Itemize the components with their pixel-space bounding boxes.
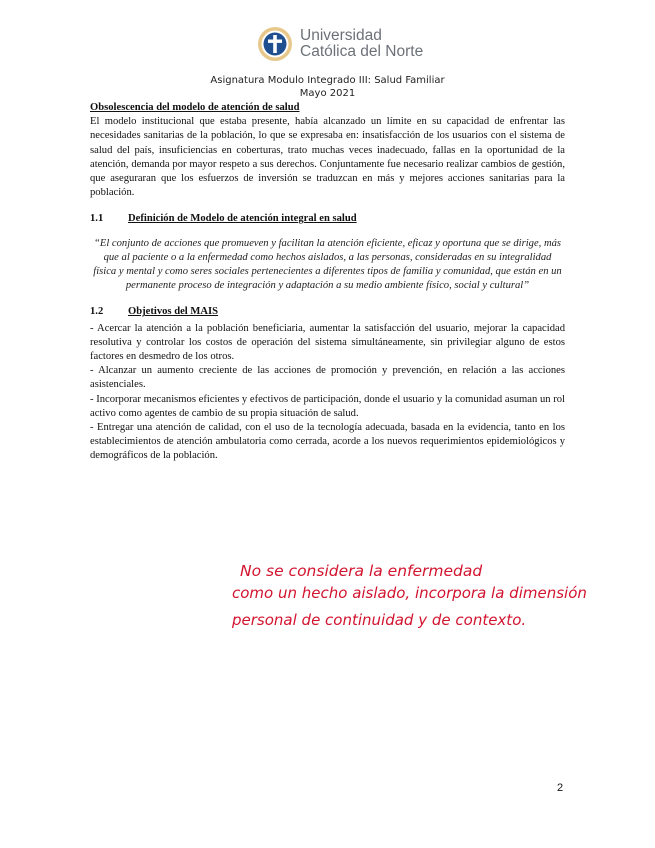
section-heading-definition xyxy=(90,212,565,226)
handwritten-line-3: personal de continuidad y de contexto. xyxy=(232,611,527,629)
handwritten-note-ink xyxy=(231,562,587,629)
page-number: 2 xyxy=(557,782,564,794)
course-heading xyxy=(0,74,655,100)
course-date: Mayo 2021 xyxy=(299,88,356,99)
section-number: 1.1 xyxy=(90,213,104,225)
list-item: - Acercar la atención a la población beneficiaria, aumentar la satisfacción del usuario, mejorar la capacidad resolutiva y controlar los costos de operación del sistema simultáneamente, sin privilegiar alguno de estos factores en desmedro de los otros. xyxy=(90,322,565,363)
handwritten-line-2: como un hecho aislado, incorpora la dimensión xyxy=(232,584,587,602)
section-paragraph-obsolescence: El modelo institucional que estaba presente, había alcanzado un límite en su capacidad de enfrentar las necesidades sanitarias de la población, lo que se expresaba en: insatisfacción de los usuarios con el sistema de salud del país, insuficiencias en coberturas, trato muchas veces inadecuado, fallas en la oportunidad de la atención, demanda por mayor respeto a sus derechos. Conjuntamente fue necesario realizar cambios de gestión, que aseguraran que los esfuerzos de inversión se traduzcan en más y mejores acciones sanitarias para la población. xyxy=(90,116,565,199)
university-header xyxy=(0,26,655,66)
section-title: Definición de Modelo de atención integral en salud xyxy=(128,213,357,225)
handwritten-line-1: No se considera la enfermedad xyxy=(240,562,483,580)
definition-quote: “El conjunto de acciones que promueven y facilitan la atención eficiente, eficaz y oportuna que se dirige, más que al paciente o a la enfermedad como hechos aislados, a las personas, consideradas en su integralidad física y mental y como seres sociales pertenecientes a diferentes tipos de familia y comunidad, que están en un permanente proceso de integración y adaptación a su medio ambiente físico, social y cultural” xyxy=(93,237,562,292)
section-heading-obsolescence: Obsolescencia del modelo de atención de salud xyxy=(90,102,300,113)
course-title: Asignatura Modulo Integrado III: Salud Familiar xyxy=(210,75,445,86)
logo-line-1: Universidad xyxy=(300,27,382,44)
section-title: Objetivos del MAIS xyxy=(128,306,219,318)
section-heading-objectives xyxy=(90,305,565,319)
list-item: - Entregar una atención de calidad, con el uso de la tecnología adecuada, basada en la evidencia, tanto en los establecimientos de atención ambulatoria como cerrada, acorde a los nuevos requerimientos epidemiológicos y demográficos de la población. xyxy=(90,422,565,462)
list-item: - Incorporar mecanismos eficientes y efectivos de participación, donde el usuario y la comunidad asuman un rol activo como agentes de cambio de su propia situación de salud. xyxy=(90,393,565,419)
handwritten-note xyxy=(230,550,610,640)
logo-line-2: Católica del Norte xyxy=(300,43,424,60)
objectives-list xyxy=(90,322,565,464)
university-logo-text xyxy=(300,28,423,60)
list-item: - Alcanzar un aumento creciente de las acciones de promoción y prevención, en relación a las acciones asistenciales. xyxy=(90,365,565,391)
university-seal-icon xyxy=(257,26,293,62)
document-body xyxy=(90,101,565,464)
section-number: 1.2 xyxy=(90,306,104,318)
